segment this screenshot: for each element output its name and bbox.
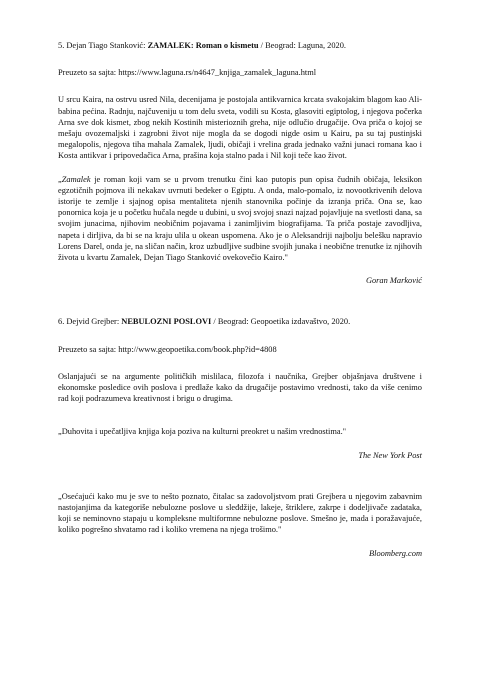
quote-italic-title: Zamalek [61, 174, 91, 184]
entry-number: 5. [58, 41, 65, 50]
entry-author: Dejvid Grejber: [66, 317, 120, 327]
quote-open-mark: „ [58, 174, 62, 184]
entry-6-heading [58, 316, 422, 327]
entry-author: Dejan Tiago Stanković: [66, 41, 146, 50]
entry-5-review-quote [58, 174, 422, 264]
entry-publisher: / Beograd: Geopoetika izdavaštvo, 2020. [213, 317, 351, 327]
entry-title: ZAMALEK: Roman o kismetu [147, 41, 259, 50]
entry-publisher: / Beograd: Laguna, 2020. [260, 41, 347, 50]
entry-6-source: Preuzeto sa sajta: http://www.geopoetika.com/book.php?id=4808 [58, 344, 277, 354]
entry-title: NEBULOZNI POSLOVI [121, 317, 212, 327]
entry-6-review-quote-1: „Duhovita i upečatljiva knjiga koja poziva na kulturni preokret u našim vrednostima." [58, 427, 347, 437]
entry-5-signature: Goran Marković [365, 276, 422, 286]
entry-5-source: Preuzeto sa sajta: https://www.laguna.rs/n4647_knjiga_zamalek_laguna.html [58, 68, 317, 78]
quote-text: je roman koji vam se u prvom trenutku čini kao putopis pun opisa čudnih običaja, leksikon egzotičnih pojmova ili nekakav uvrnuti bedeker o Egiptu. A onda, malo-pomalo, iz novootkrivenih delova istorije te zemlje i sjajnog opisa mentaliteta njenih stanovnika počinje da izranja priča. Ona se, kao ponornica koja je u početku hučala negde u dubini, u svoj svojoj snazi najzad pojavljuje na svetlosti dana, sa svojim junacima, njihovim neobičnim pojavama i zanimljivim biografijama. Ta priča postaje zavodljiva, napeta i dirljiva, da bi se na kraju ulila u okean uspomena. Ako je o Aleksandriji najbolju belešku napravio Lorens Darel, onda je, na sličan način, kroz uzbudljive sudbine svojih junaka i neobične trenutke iz njihovih života u kvartu Zamalek, Dejan Tiago Stanković ovekovečio Kairo." [58, 174, 422, 263]
entry-5-description: U srcu Kaira, na ostrvu usred Nila, decenijama je postojala antikvarnica krcata svakojakim blagom kao Ali-babina pećina. Radnju, najčuveniju u tom delu sveta, vodili su Kosta, glasoviti egiptolog, i njegova počerka Arna sve dok kismet, zbog nekih Kostinih misterioznih greha, nije odlučio drugačije. Ova priča o kojoj se mešaju ovozemaljski i zagrobni život nije mogla da se dogodi nigde osim u Kairu, pa su taj pustinjski megalopolis, njegova tiha mahala Zamalek, ljudi, običaji i vrelina grada jednako važni junaci romana kao i Kosta antikvar i pripovedačica Arna, prašina koja stalno pada i Nil koji teče kao život. [58, 95, 422, 161]
entry-6-review-quote-2: „Osećajući kako mu je sve to nešto poznato, čitalac sa zadovoljstvom prati Grejbera u njegovim zabavnim nastojanjima da kategoriše nebulozne poslove u sleđdžije, lakeje, štriklere, zakrpe i dodeljivače zadataka, koji se neminovno stapaju u kompleksne multiformne nebulozne poslove. Smešno je, mada i poražavajuće, koliko pogrešno shvatamo rad i koliko vremena na njega trošimo." [58, 491, 422, 535]
entry-5-heading [58, 40, 422, 51]
entry-number: 6. [58, 317, 65, 327]
entry-6-review-source-2: Bloomberg.com [369, 548, 422, 558]
entry-6-review-source-1: The New York Post [358, 450, 422, 460]
entry-6-description: Oslanjajući se na argumente političkih mislilaca, filozofa i naučnika, Grejber objašnjava društvene i ekonomske posledice ovih poslova i predlaže kako da drugačije postavimo vrednosti, tako da više cenimo rad koji podrazumeva kreativnost i brigu o drugima. [58, 371, 422, 404]
